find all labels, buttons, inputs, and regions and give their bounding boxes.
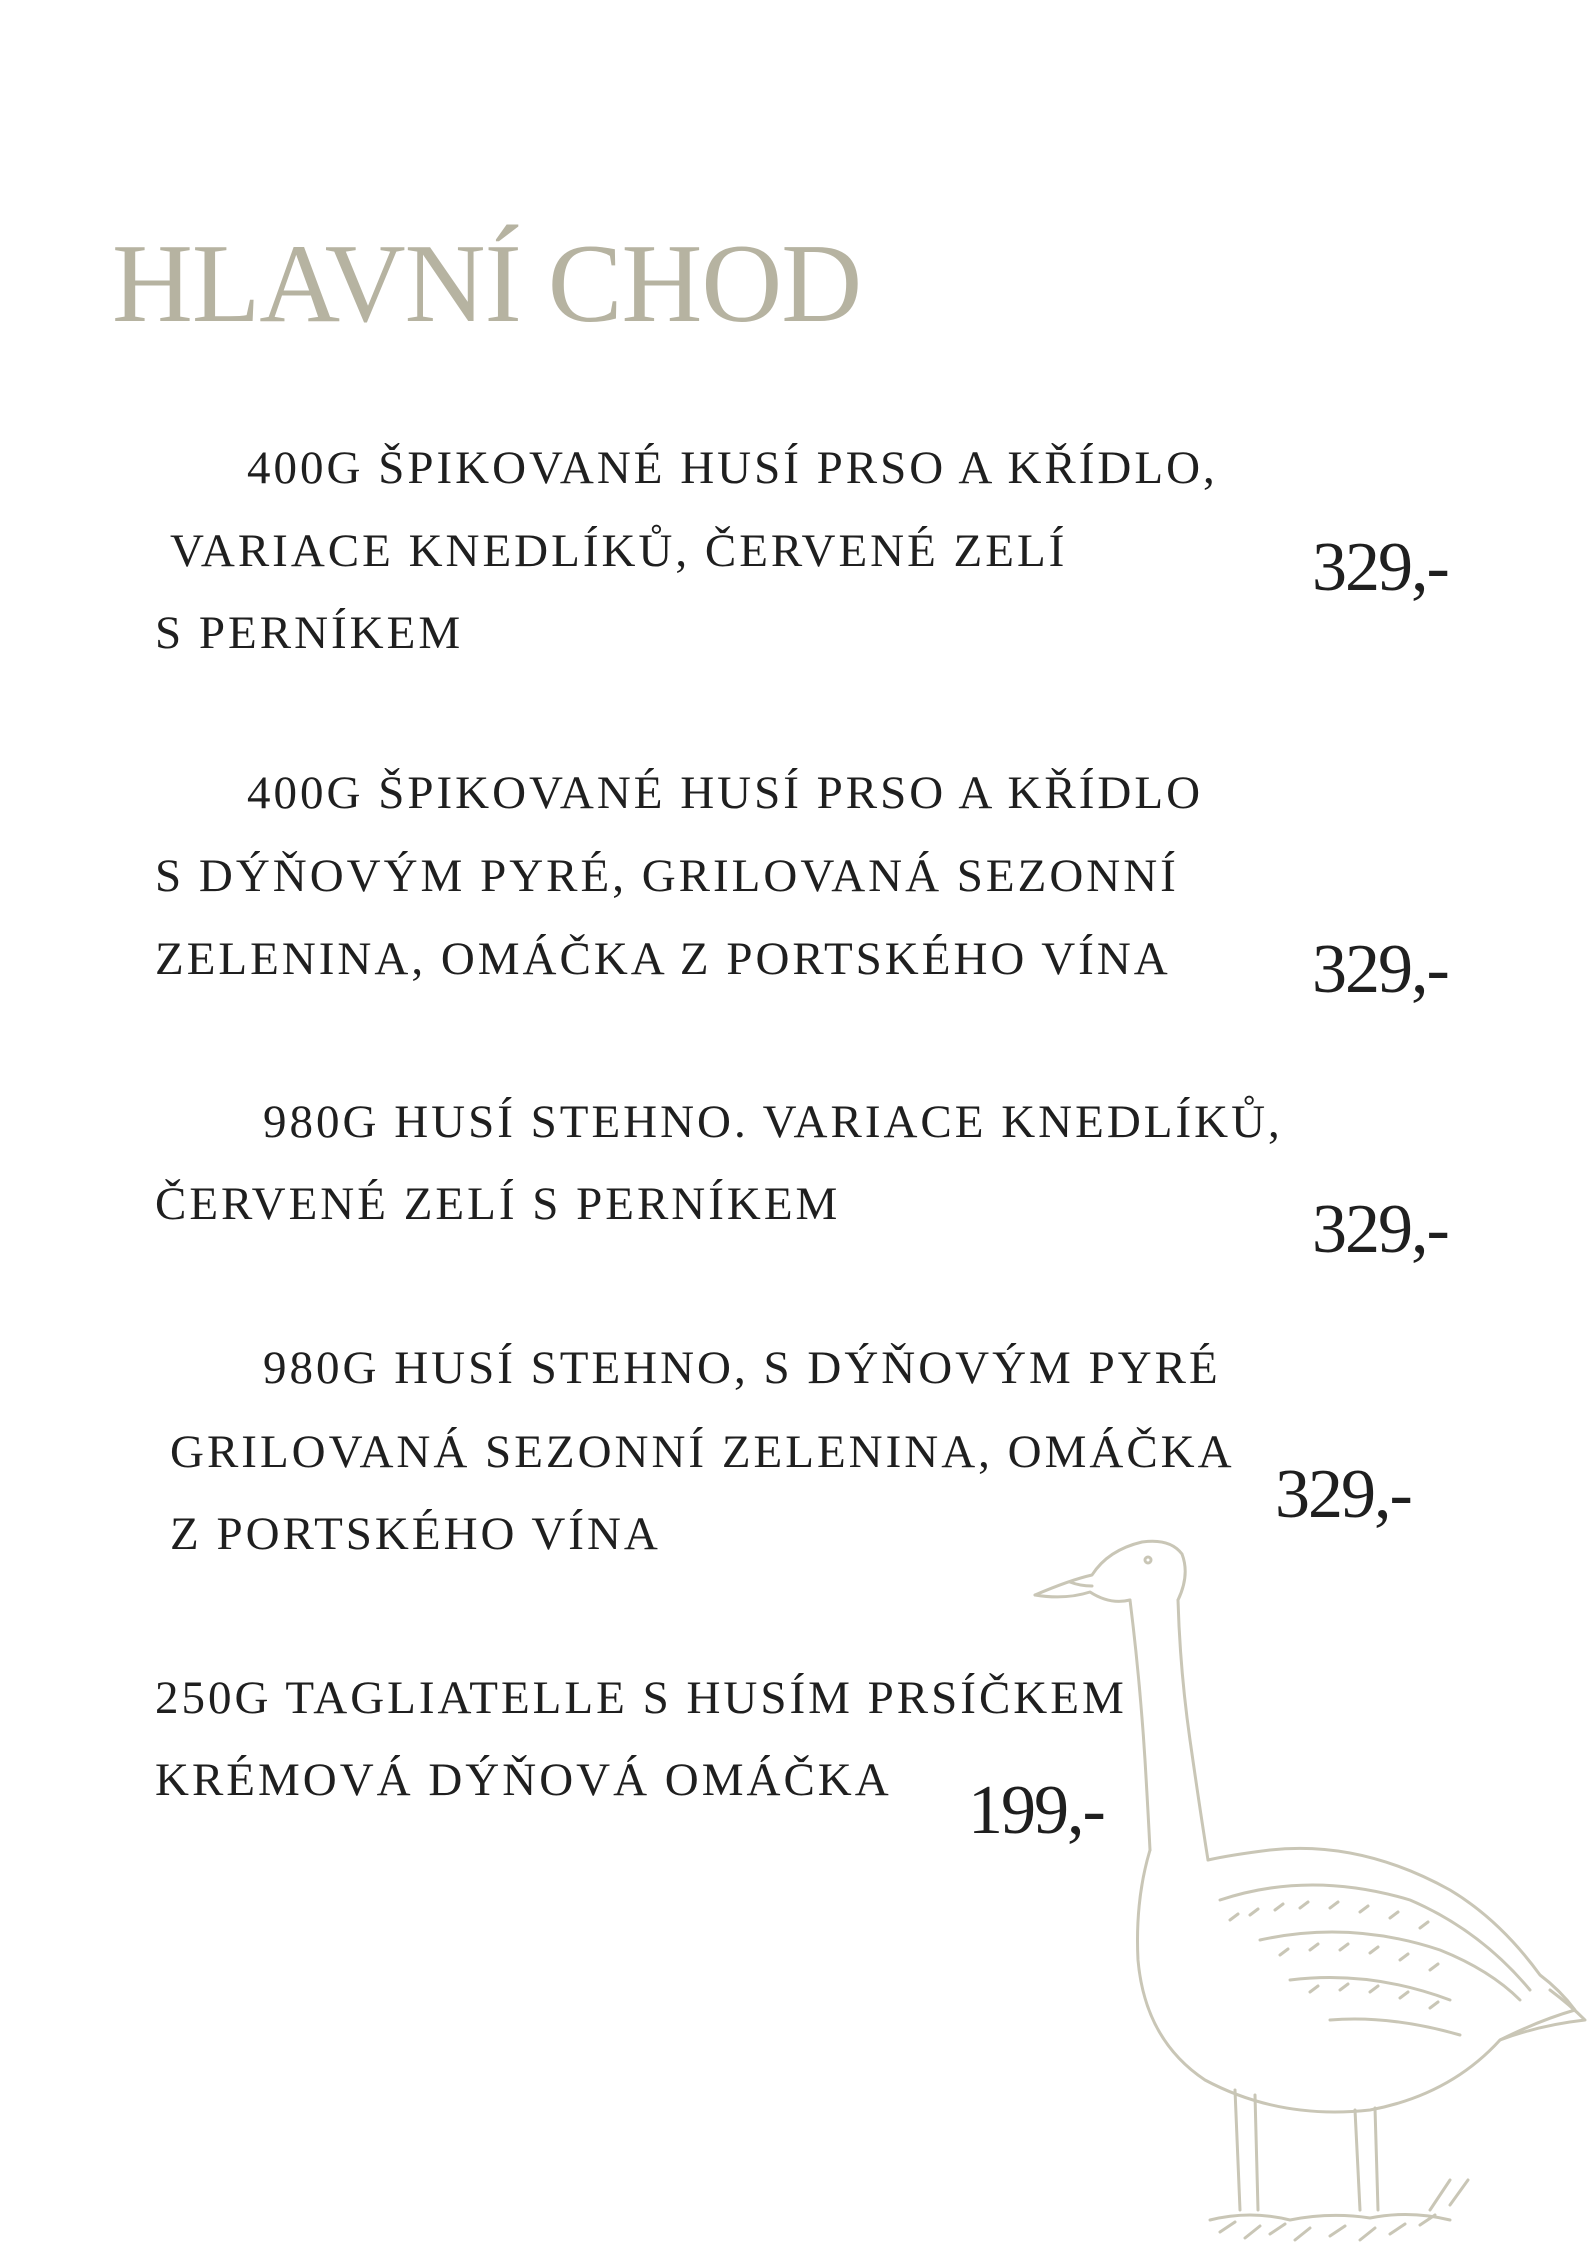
menu-item-5-price: 199,-	[968, 1772, 1104, 1849]
menu-item-5-line-2: KRÉMOVÁ DÝŇOVÁ OMÁČKA	[155, 1754, 892, 1806]
menu-item-5-line-1: 250G TAGLIATELLE S HUSÍM PRSÍČKEM	[155, 1672, 1127, 1724]
menu-item-3-line-1: 980G HUSÍ STEHNO. VARIACE KNEDLÍKŮ,	[263, 1096, 1283, 1148]
menu-item-3-line-2: ČERVENÉ ZELÍ S PERNÍKEM	[155, 1178, 841, 1230]
menu-item-4-line-1: 980G HUSÍ STEHNO, S DÝŇOVÝM PYRÉ	[263, 1342, 1221, 1394]
menu-item-4-line-2: GRILOVANÁ SEZONNÍ ZELENINA, OMÁČKA	[170, 1426, 1235, 1478]
menu-item-2-price: 329,-	[1312, 931, 1448, 1008]
menu-item-4-price: 329,-	[1275, 1456, 1411, 1533]
goose-icon	[1030, 1520, 1587, 2245]
menu-item-4-line-3: Z PORTSKÉHO VÍNA	[170, 1508, 661, 1560]
menu-item-1-line-1: 400G ŠPIKOVANÉ HUSÍ PRSO A KŘÍDLO,	[247, 442, 1218, 494]
page-title: HLAVNÍ CHOD	[112, 222, 862, 346]
menu-item-2-line-1: 400G ŠPIKOVANÉ HUSÍ PRSO A KŘÍDLO	[247, 767, 1204, 819]
menu-item-2-line-2: S DÝŇOVÝM PYRÉ, GRILOVANÁ SEZONNÍ	[155, 850, 1179, 902]
menu-item-1-price: 329,-	[1312, 529, 1448, 606]
menu-item-2-line-3: ZELENINA, OMÁČKA Z PORTSKÉHO VÍNA	[155, 933, 1171, 985]
menu-item-1-line-2: VARIACE KNEDLÍKŮ, ČERVENÉ ZELÍ	[170, 525, 1068, 577]
menu-item-1-line-3: S PERNÍKEM	[155, 607, 464, 659]
menu-item-3-price: 329,-	[1312, 1191, 1448, 1268]
